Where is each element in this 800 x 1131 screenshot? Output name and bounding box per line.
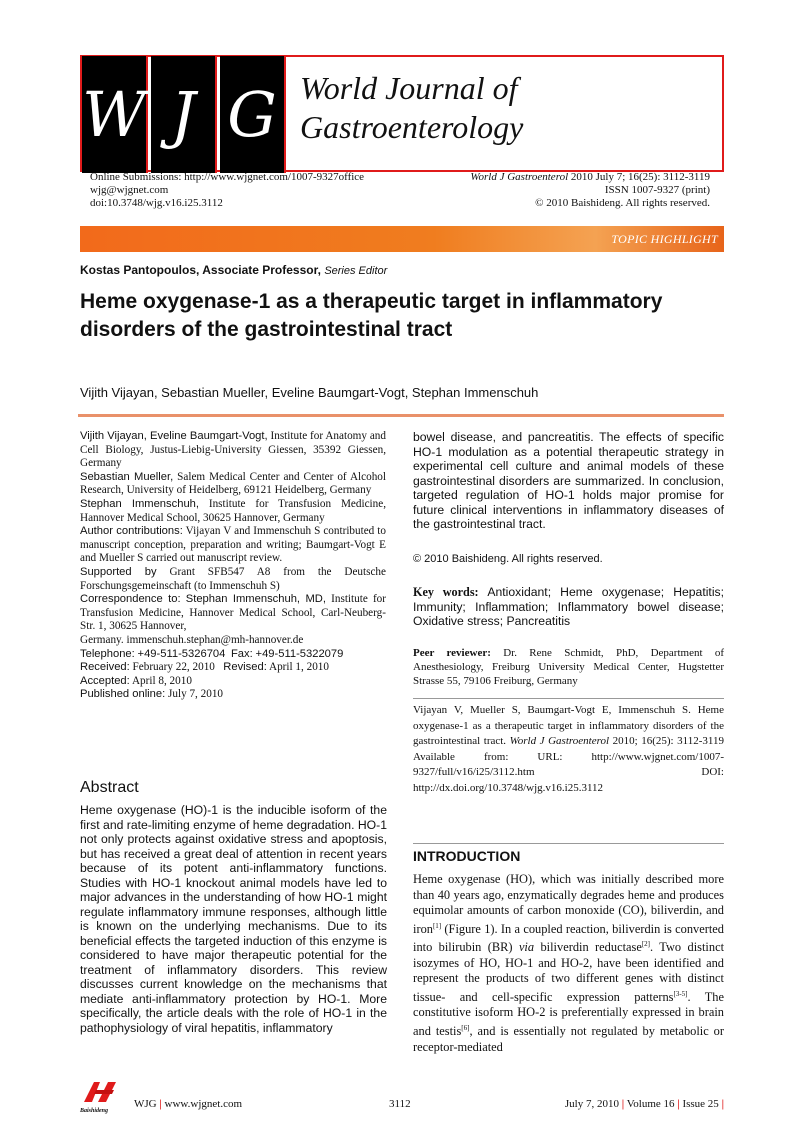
footer-issue: Issue 25: [682, 1098, 719, 1110]
support: Supported by Grant SFB547 A8 from the Deutsche Forschungsgemeinschaft (to Immenschuh S): [80, 565, 386, 592]
journal-title-line2: Gastroenterology: [300, 109, 524, 145]
peer-reviewer: [413, 646, 724, 688]
intro-heading: INTRODUCTION: [413, 848, 521, 864]
logo-letter-w: W: [82, 56, 148, 173]
abstract-heading: Abstract: [80, 779, 139, 796]
logo-letter-g: G: [220, 56, 286, 173]
submission-info: [90, 171, 364, 210]
citation-separator: [413, 698, 724, 699]
section-label: TOPIC HIGHLIGHT: [611, 232, 718, 246]
peer-label: Peer reviewer:: [413, 647, 491, 659]
author-contributions: Author contributions: Vijayan V and Immenschuh S contributed to manuscript conception, preparation and writing; Baumgart-Vogt E and Mueller S carried out manuscript review.: [80, 525, 386, 565]
editor-role: Series Editor: [324, 265, 388, 277]
editor-name: Kostas Pantopoulos, Associate Professor,: [80, 263, 321, 277]
series-editor: [80, 263, 387, 277]
affiliations: [80, 430, 386, 702]
issn: ISSN 1007-9327 (print): [604, 184, 710, 196]
keywords-text: Antioxidant; Heme oxygenase; Hepatitis; Immunity; Inflammation; Inflammatory bowel disease; Oxidative stress; Pancreatitis: [413, 585, 725, 628]
issue-info: 2010 July 7; 16(25): 3112-3119: [570, 171, 710, 183]
submission-url[interactable]: Online Submissions: http://www.wjgnet.com/1007-9327office: [90, 171, 365, 183]
footer-left: WJG | www.wjgnet.com: [134, 1098, 243, 1110]
keywords-label: Key words:: [413, 585, 479, 599]
rights: © 2010 Baishideng. All rights reserved.: [535, 197, 710, 209]
submission-email[interactable]: wjg@wjgnet.com: [90, 184, 169, 196]
intro-separator: [413, 843, 724, 844]
date-published: Published online: July 7, 2010: [80, 688, 224, 701]
publisher-name: Baishideng: [80, 1108, 109, 1114]
keywords: [413, 585, 724, 629]
intro-text: Heme oxygenase (HO), which was initially described more than 40 years ago, enzymatically degrades heme and produces equimolar amounts of carbon monoxide (CO), biliverdin, and iron[1] (Figure 1). In a coupled reaction, biliverdin is converted into bilirubin (BR) via biliverdin reductase[2]. Two distinct isozymes of HO, HO-1 and HO-2, have been identified and represent the products of two different genes with distinct tissue- and cell-specific expression patterns[3-5]. The constitutive isoform HO-2 is preferentially expressed in brain and testis[6], and is essentially not regulated by metabolic or receptor-mediated: [413, 872, 725, 1054]
journal-title-line1: World Journal of: [300, 70, 518, 106]
journal-abbr: World J Gastroenterol: [470, 171, 569, 183]
dates-received: Received: February 22, 2010 Revised: April 1, 2010: [80, 661, 329, 674]
publisher-logo: [80, 1080, 120, 1114]
correspondence: Correspondence to: Stephan Immenschuh, MD, Institute for Transfusion Medicine, Hannover Medical School, Carl-Neuberg-Str. 1, 30625 Hannover,: [80, 593, 386, 633]
footer-site[interactable]: www.wjgnet.com: [164, 1098, 243, 1110]
abstract-text: Heme oxygenase (HO)-1 is the inducible isoform of the first and rate-limiting enzyme of heme degradation. HO-1 not only protects against oxidative stress and apoptosis, but has received a great deal of attention in recent years because of its potent anti-inflammatory functions. Studies with HO-1 knockout animal models have led to major advances in the understanding of how HO-1 might regulate inflammatory immune responses, although little is known on the underlying mechanisms. Due to its beneficial effects the targeted induction of this enzyme is considered to have major therapeutic potential for the treatment of inflammatory disorders. This review discusses current knowledge on the mechanisms that mediate anti-inflammatory protection by HO-1. More specifically, the article deals with the role of HO-1 in the pathophysiology of viral hepatitis, inflammatory: [80, 803, 387, 1035]
affiliation-3: Stephan Immenschuh, Institute for Transfusion Medicine, Hannover Medical School, 30625 Hannover, Germany: [80, 497, 387, 524]
correspondence-email: Germany. immenschuh.stephan@mh-hannover.de: [80, 633, 304, 646]
title-rule: [78, 414, 724, 417]
logo-letter-j: J: [151, 56, 217, 173]
article-title: Heme oxygenase-1 as a therapeutic target in inflammatory disorders of the gastrointestinal tract: [80, 290, 663, 341]
footer-right: July 7, 2010 | Volume 16 | Issue 25 |: [564, 1098, 724, 1110]
footer-volume: Volume 16: [626, 1098, 675, 1110]
page-number: 3112: [389, 1098, 411, 1110]
citation-header: [470, 171, 710, 210]
citation: Vijayan V, Mueller S, Baumgart-Vogt E, Immenschuh S. Heme oxygenase-1 as a therapeutic target in inflammatory disorders of the gastrointestinal tract. World J Gastroenterol 2010; 16(25): 3112-3119 Available from: URL: http://www.wjgnet.com/1007-9327/full/v16/i25/3112.htm DOI: http://dx.doi.org/10.3748/wjg.v16.i25.3112: [413, 704, 724, 794]
footer-journal: WJG: [134, 1098, 157, 1110]
abstract-copyright: © 2010 Baishideng. All rights reserved.: [413, 553, 603, 565]
abstract-continued: bowel disease, and pancreatitis. The effects of specific HO-1 modulation as a potential therapeutic strategy in experimental cell culture and animal models of these gastrointestinal disorders are summarized. In conclusion, targeted regulation of HO-1 holds major promise for future clinical interventions in inflammatory diseases of the gastrointestinal tract.: [413, 430, 724, 531]
email-link[interactable]: immenschuh.stephan@mh-hannover.de: [126, 633, 304, 646]
article-authors: Vijith Vijayan, Sebastian Mueller, Eveline Baumgart-Vogt, Stephan Immenschuh: [80, 385, 539, 400]
phone-fax: Telephone: +49-511-5326704 Fax: +49-511-5322079: [80, 647, 344, 660]
affiliation-2: Sebastian Mueller, Salem Medical Center and Center of Alcohol Research, University of Heidelberg, 69121 Heidelberg, Germany: [80, 470, 387, 497]
affiliation-1: Vijith Vijayan, Eveline Baumgart-Vogt, Institute for Anatomy and Cell Biology, Justus-Liebig-University Giessen, 35392 Giessen, Germany: [80, 430, 386, 470]
date-accepted: Accepted: April 8, 2010: [80, 674, 192, 687]
peer-text: Dr. Rene Schmidt, PhD, Department of Anesthesiology, Freiburg University Medical Center, Hugstetter Strasse 55, 79106 Freiburg, Germany: [413, 647, 724, 687]
submission-doi: doi:10.3748/wjg.v16.i25.3112: [90, 197, 223, 209]
footer-date: July 7, 2010: [564, 1098, 619, 1110]
